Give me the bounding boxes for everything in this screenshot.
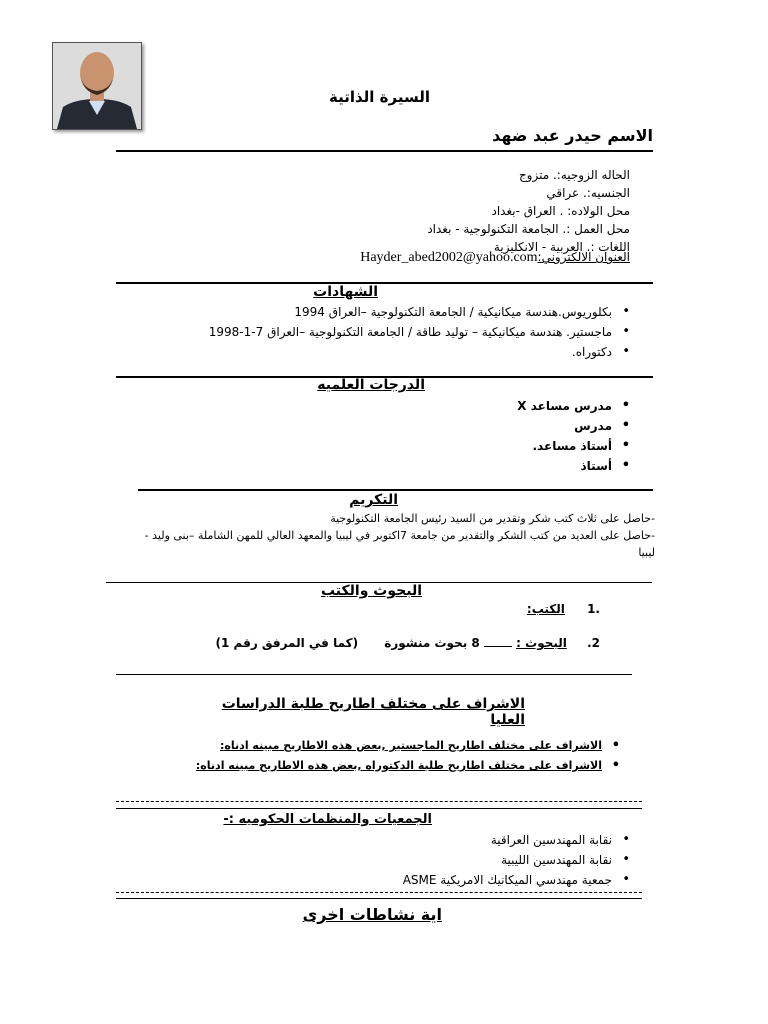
honor-line: -حاصل على العديد من كتب الشكر والتقدير من جامعة 7اكتوبر في ليبيا والمعهد العالي للمهن الشاملة –بنى وليد - [144,529,655,542]
books-row [400,602,600,616]
research-blank [484,646,512,647]
ranks-heading: الدرجات العلميه [317,377,425,393]
ranks-divider [138,489,653,491]
books-label: الكتب: [526,602,565,616]
list-item: • نقابة المهندسين العراقية [300,830,630,850]
certificates-list [150,302,630,362]
list-item: • بكلوريوس.هندسة ميكانيكية / الجامعة التكنولوجية –العراق 1994 [150,302,630,322]
languages: اللغات :. العربية - الانكليزية [493,240,630,254]
list-item: • مدرس مساعد X [400,396,630,416]
research-value: 8 بحوث منشورة [384,636,480,650]
dashed-divider [116,801,642,802]
list-item: • الاشراف على مختلف اطاريح الماجستير ,بعض هذه الاطاريح مبينه ادناه: [150,736,620,756]
research-label: البحوث : [516,636,567,650]
research-heading: البحوث والكتب [320,583,422,599]
certificates-heading: الشهادات [313,284,378,300]
page-title: السيرة الذاتية [328,88,430,106]
research-note: (كما في المرفق رقم 1) [215,636,359,650]
email-label: العنوان الالكتروني: [537,250,630,264]
list-item: • أستاذ مساعد. [400,436,630,456]
person-photo-icon [53,43,141,129]
other-activities-heading: اية نشاطات اخرى [302,905,442,924]
workplace: محل العمل :. الجامعة التكنولوجية - بغداد [427,222,630,236]
personal-info [300,166,630,256]
list-item: • ماجستير. هندسة ميكانيكية – توليد طاقة / الجامعة التكنولوجية –العراق 7-1-1998 [150,322,630,342]
research-divider [116,674,632,675]
honors-heading: التكريم [349,492,398,508]
research-number: 2. [587,636,600,650]
marital-status: الحاله الزوجيه:. متزوج [518,168,630,182]
personal-divider [116,282,653,284]
societies-heading: الجمعيات والمنظمات الحكوميه :- [223,812,432,827]
research-row [200,636,600,650]
supervision-heading: الاشراف على مختلف اطاريح طلبة الدراسات العليا [221,696,525,728]
list-item: • الاشراف على مختلف اطاريح طلبة الدكتوراه ,بعض هذه الاطاريح مبينه ادناه: [150,756,620,776]
profile-photo [52,42,142,130]
ranks-list [400,396,630,476]
dashed-divider [116,892,642,893]
nationality: الجنسيه:. عراقي [546,186,630,200]
honors-text [100,510,655,561]
list-item: • أستاذ [400,456,630,476]
email-value[interactable]: Hayder_abed2002@yahoo.com [360,250,538,265]
honor-line: ليبيا [638,546,655,559]
solid-divider [116,808,642,809]
email-row [250,250,630,266]
full-name: الاسم حيدر عبد ضهد [492,126,653,145]
list-item: • نقابة المهندسين الليبية [300,850,630,870]
supervision-list [150,736,620,776]
name-divider [116,150,653,152]
solid-divider [116,898,642,899]
birthplace: محل الولاده: . العراق -بغداد [491,204,630,218]
list-item: • دكتوراه. [150,342,630,362]
societies-list [300,830,630,890]
list-item: • مدرس [400,416,630,436]
books-number: 1. [587,602,600,616]
honor-line: -حاصل على ثلاث كتب شكر وتقدير من السيد رئيس الجامعة التكنولوجية [330,512,655,525]
list-item: • جمعية مهندسي الميكانيك الامريكية ASME [300,870,630,890]
